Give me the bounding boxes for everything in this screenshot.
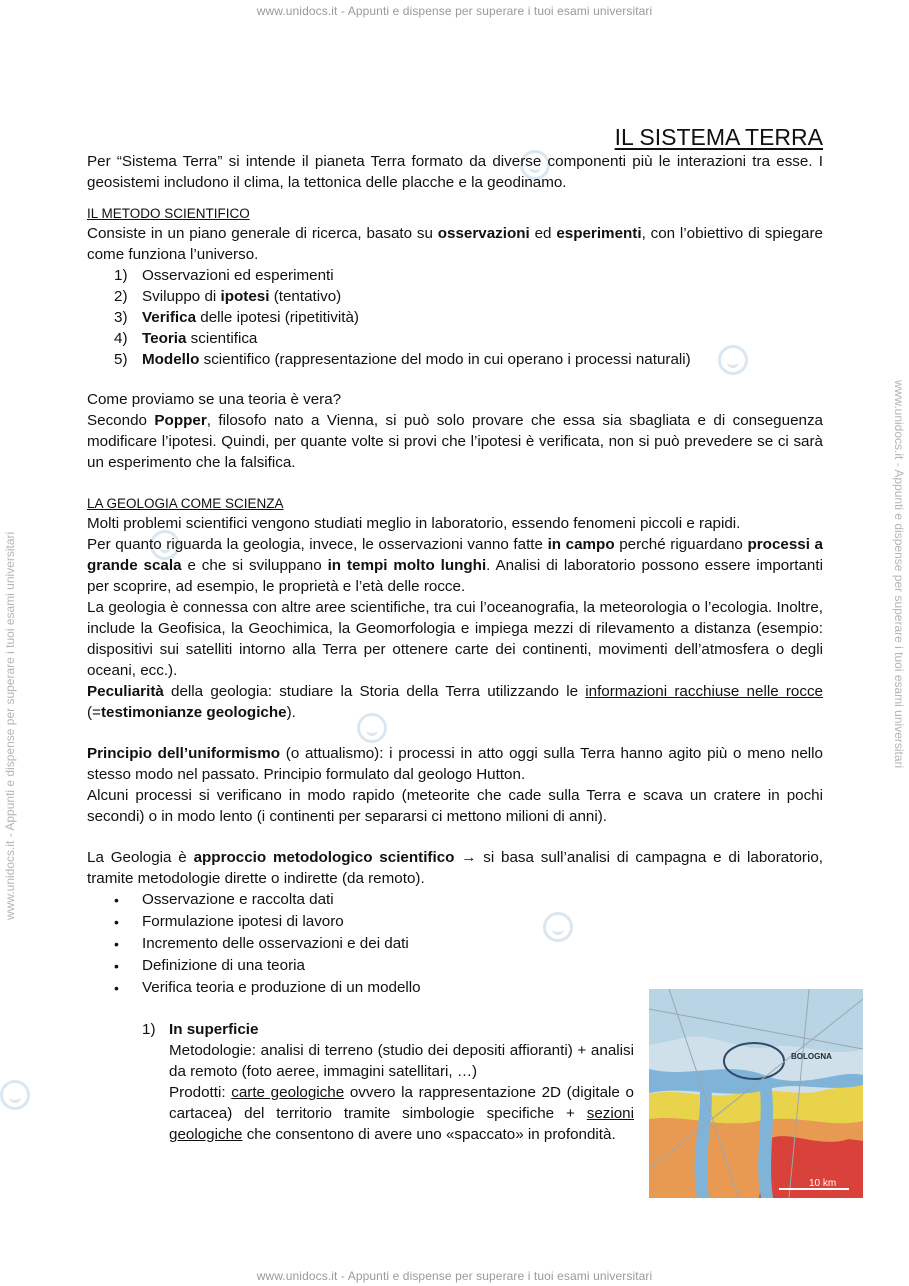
- map-city-label: BOLOGNA: [791, 1052, 832, 1061]
- list-item: • Osservazione e raccolta dati: [87, 889, 823, 911]
- section-geologia: [87, 495, 823, 723]
- list-item: 3) Verifica delle ipotesi (ripetitività): [114, 309, 359, 326]
- section-metodo: [87, 205, 823, 370]
- geologia-p4: Peculiarità della geologia: studiare la Storia della Terra utilizzando le informazioni racchiuse nelle rocce (=testimonianze geologiche).: [87, 683, 823, 721]
- uniformismo-p2: Alcuni processi si verificano in modo rapido (meteorite che cade sulla Terra e scava un cratere in pochi secondi) o in modo lento (i continenti per separarsi ci mettono milioni di anni).: [87, 787, 823, 825]
- superficie-metodologie: Metodologie: analisi di terreno (studio dei depositi affioranti) + analisi da remoto (foto aeree, immagini satellitari, …): [169, 1042, 634, 1080]
- geological-map-graphic: [649, 989, 863, 1198]
- popper-paragraph: Secondo Popper, filosofo nato a Vienna, si può solo provare che essa sia sbagliata e di conseguenza modificare l’ipotesi. Quindi, per quante volte si provi che l’ipotesi è verificata, non si può prevedere se ci sarà un esperimento che la falsifica.: [87, 412, 823, 471]
- metodo-paragraph: Consiste in un piano generale di ricerca, basato su osservazioni ed esperimenti, con l’obiettivo di spiegare come funziona l’universo.: [87, 225, 823, 263]
- section-heading: LA GEOLOGIA COME SCIENZA: [87, 496, 284, 511]
- list-item: • Formulazione ipotesi di lavoro: [87, 911, 823, 933]
- list-item: • Incremento delle osservazioni e dei dati: [87, 933, 823, 955]
- map-scale-label: 10 km: [809, 1178, 837, 1189]
- geologia-p3: La geologia è connessa con altre aree scientifiche, tra cui l’oceanografia, la meteorologia o l’ecologia. Inoltre, include la Geofisica, la Geochimica, la Geomorfologia e impiega mezzi di rilevamento a distanza (esempio: dispositivi sui satelliti intorno alla Terra per ottenere carte dei continenti, movimenti dell’atmosfera o degli oceani, ecc.).: [87, 599, 823, 679]
- section-heading: IL METODO SCIENTIFICO: [87, 206, 250, 221]
- watermark-logo-icon: [0, 1080, 30, 1110]
- section-popper: [87, 389, 823, 473]
- steps-list: [87, 265, 823, 370]
- section-superficie: 1) In superficie Metodologie: analisi di terreno (studio dei depositi affioranti) + analisi da remoto (foto aeree, immagini satellitari, …) Prodotti: carte geologiche ovvero la rappresentazione 2D (digitale o cartacea) del territorio tramite simbologie specifiche + sezioni geologiche che consentono di avere uno «spaccato» in profondità.: [142, 1021, 634, 1143]
- section-uniformismo: [87, 743, 823, 827]
- popper-question: Come proviamo se una teoria è vera?: [87, 391, 342, 408]
- subsection-heading: In superficie: [169, 1021, 259, 1038]
- list-item: 5) Modello scientifico (rappresentazione del modo in cui operano i processi naturali): [114, 351, 691, 368]
- watermark-left: www.unidocs.it - Appunti e dispense per superare i tuoi esami universitari: [3, 531, 17, 920]
- list-item: • Definizione di una teoria: [87, 955, 823, 977]
- watermark-bottom: www.unidocs.it - Appunti e dispense per superare i tuoi esami universitari: [256, 1269, 653, 1283]
- page-title: IL SISTEMA TERRA: [614, 124, 823, 151]
- uniformismo-p1: Principio dell’uniformismo (o attualismo): i processi in atto oggi sulla Terra hanno agito più o meno nello stesso modo nel passato. Principio formulato dal geologo Hutton.: [87, 745, 823, 783]
- watermark-top: www.unidocs.it - Appunti e dispense per superare i tuoi esami universitari: [256, 4, 653, 18]
- list-item: 1) Osservazioni ed esperimenti: [114, 267, 334, 284]
- intro-paragraph: Per “Sistema Terra” si intende il pianeta Terra formato da diverse componenti più le interazioni tra esse. I geosistemi includono il clima, la tettonica delle placche e la geodinamo.: [87, 153, 823, 191]
- approccio-paragraph: La Geologia è approccio metodologico scientifico → si basa sull’analisi di campagna e di laboratorio, tramite metodologie dirette o indirette (da remoto).: [87, 849, 824, 887]
- superficie-prodotti: Prodotti: carte geologiche ovvero la rappresentazione 2D (digitale o cartacea) del territorio tramite simbologie specifiche + sezioni geologiche che consentono di avere uno «spaccato» in profondità.: [169, 1084, 634, 1143]
- bullet-list: [87, 889, 823, 999]
- section-approccio: [87, 847, 823, 999]
- geologia-p2: Per quanto riguarda la geologia, invece, le osservazioni vanno fatte in campo perché riguardano processi a grande scala e che si sviluppano in tempi molto lunghi. Analisi di laboratorio possono essere importanti per scoprire, ad esempio, le proprietà e l’età delle rocce.: [87, 536, 824, 595]
- geological-map-image: [649, 989, 863, 1198]
- watermark-right: www.unidocs.it - Appunti e dispense per superare i tuoi esami universitari: [892, 380, 906, 769]
- geologia-p1: Molti problemi scientifici vengono studiati meglio in laboratorio, essendo fenomeni piccoli e rapidi.: [87, 515, 741, 532]
- list-item: 4) Teoria scientifica: [114, 330, 258, 347]
- list-item: 2) Sviluppo di ipotesi (tentativo): [114, 288, 342, 305]
- list-item: • Verifica teoria e produzione di un modello: [87, 977, 823, 999]
